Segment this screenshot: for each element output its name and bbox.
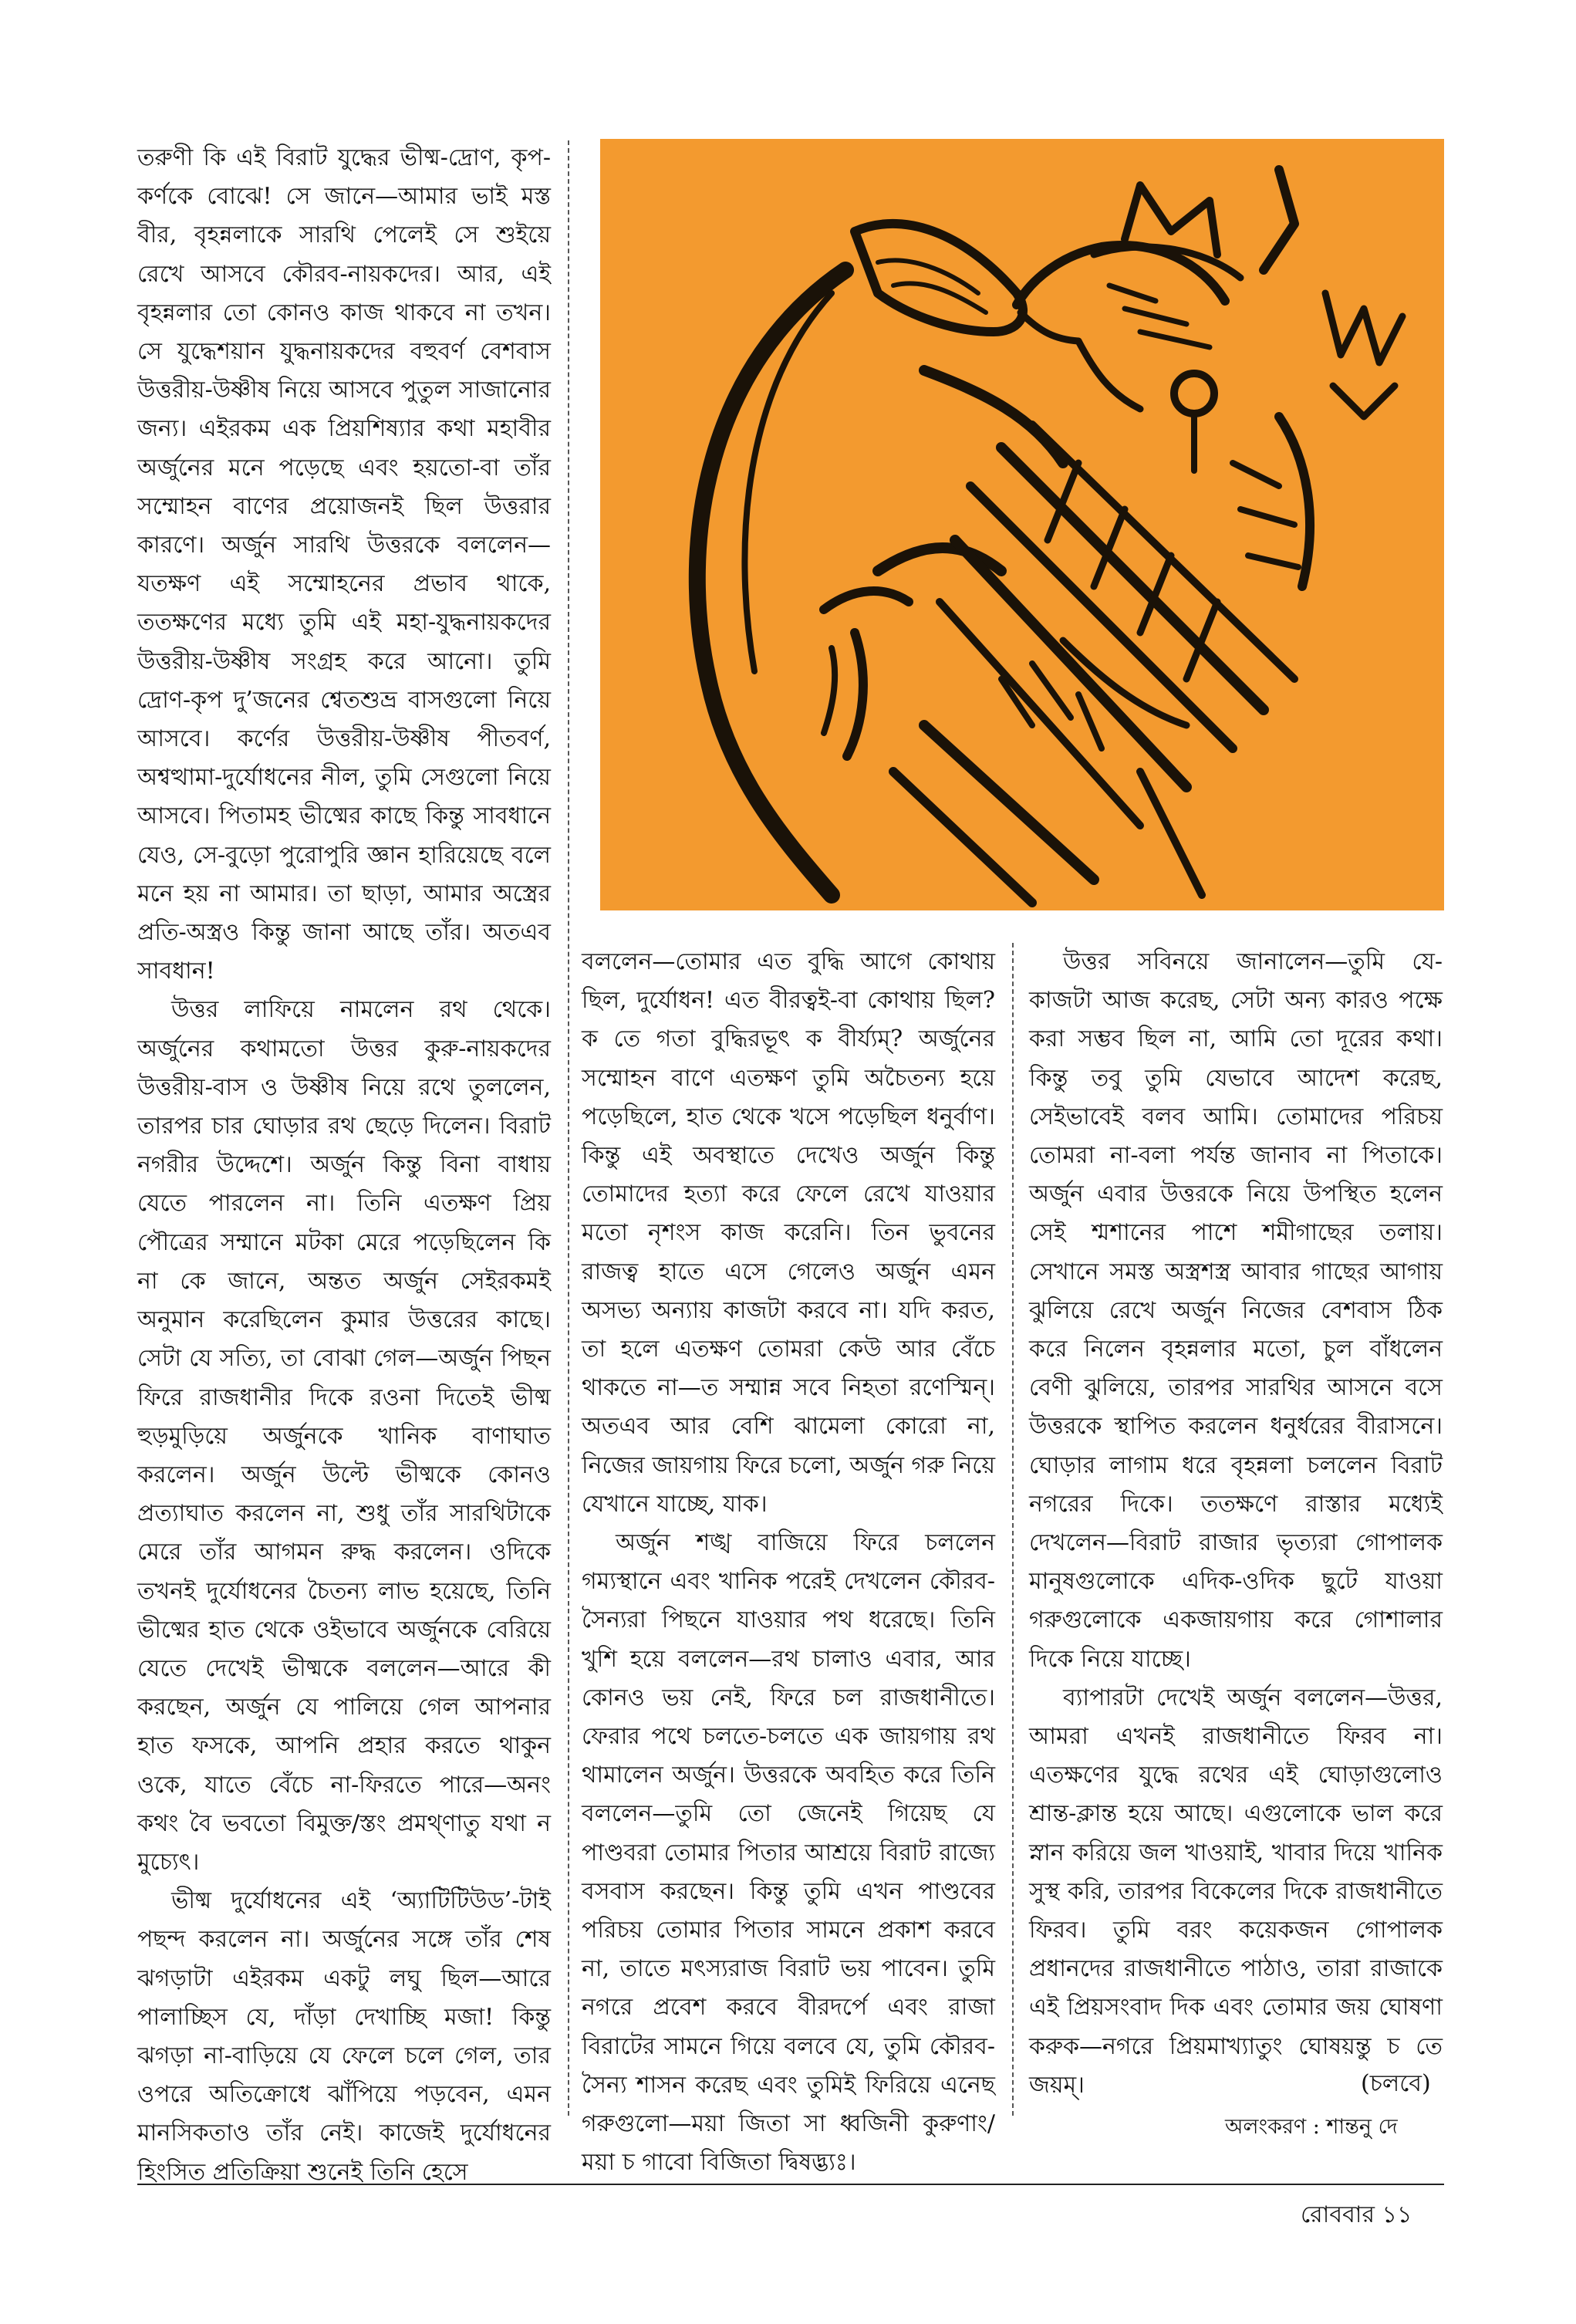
- paragraph: বললেন—তোমার এত বুদ্ধি আগে কোথায় ছিল, দুর্যোধন! এত বীরত্বই-বা কোথায় ছিল? ক তে গতা বুদ্ধিরভূৎ ক বীর্য্যম্? অর্জুনের সম্মোহন বাণে এতক্ষণ তুমি অচৈতন্য হয়ে পড়েছিলে, হাত থেকে খসে পড়েছিল ধনুর্বাণ। কিন্তু এই অবস্থাতে দেখেও অর্জুন কিন্তু তোমাদের হত্যা করে ফেলে রেখে যাওয়ার মতো নৃশংস কাজ করেনি। তিন ভুবনের রাজত্ব হাতে এসে গেলেও অর্জুন এমন অসভ্য অন্যায় কাজটা করবে না। যদি করত, তা হলে এতক্ষণ তোমরা কেউ আর বেঁচে থাকতে না—ত সম্মান্ন সবে নিহতা রণেস্মিন্। অতএব আর বেশি ঝামেলা কোরো না, নিজের জায়গায় ফিরে চলো, অর্জুন গরু নিয়ে যেখানে যাচ্ছে, যাক।: [582, 948, 995, 1518]
- column-2: [582, 943, 995, 2183]
- column-3: [1029, 943, 1443, 2105]
- paragraph: উত্তর লাফিয়ে নামলেন রথ থেকে। অর্জুনের কথামতো উত্তর কুরু-নায়কদের উত্তরীয়-বাস ও উষ্ণীষ নিয়ে রথে তুললেন, তারপর চার ঘোড়ার রথ ছেড়ে দিলেন। বিরাট নগরীর উদ্দেশে। অর্জুন কিন্তু বিনা বাধায় যেতে পারলেন না। তিনি এতক্ষণ প্রিয় পৌত্রের সম্মানে মটকা মেরে পড়েছিলেন কি না কে জানে, অন্তত অর্জুন সেইরকমই অনুমান করেছিলেন কুমার উত্তরের কাছে। সেটা যে সত্যি, তা বোঝা গেল—অর্জুন পিছন ফিরে রাজধানীর দিকে রওনা দিতেই ভীষ্ম হুড়মুড়িয়ে অর্জুনকে খানিক বাণাঘাত করলেন। অর্জুন উল্টে ভীষ্মকে কোনও প্রত্যাঘাত করলেন না, শুধু তাঁর সারথিটাকে মেরে তাঁর আগমন রুদ্ধ করলেন। ওদিকে তখনই দুর্যোধনের চৈতন্য লাভ হয়েছে, তিনি ভীষ্মের হাত থেকে ওইভাবে অর্জুনকে বেরিয়ে যেতে দেখেই ভীষ্মকে বললেন—আরে কী করছেন, অর্জুন যে পালিয়ে গেল আপনার হাত ফসকে, আপনি প্রহার করতে থাকুন ওকে, যাতে বেঁচে না-ফিরতে পারে—অনং কথং বৈ ভবতো বিমুক্ত/স্তং প্রমথ্ণাতু যথা ন মুচ্যেৎ।: [137, 996, 551, 1876]
- illustration-credit: অলংকরণ : শান্তনু দে: [1225, 2115, 1398, 2139]
- column-divider: [568, 140, 569, 2116]
- footer-rule: [137, 2184, 1444, 2185]
- illustration-arjuna-blowing-conch: [600, 139, 1444, 910]
- continued-label: (চলবে): [1361, 2070, 1431, 2097]
- paragraph: তরুণী কি এই বিরাট যুদ্ধের ভীষ্ম-দ্রোণ, কৃপ-কর্ণকে বোঝে! সে জানে—আমার ভাই মস্ত বীর, বৃহন্নলাকে সারথি পেলেই সে শুইয়ে রেখে আসবে কৌরব-নায়কদের। আর, এই বৃহন্নলার তো কোনও কাজ থাকবে না তখন। সে যুদ্ধেশয়ান যুদ্ধনায়কদের বহুবর্ণ বেশবাস উত্তরীয়-উষ্ণীষ নিয়ে আসবে পুতুল সাজানোর জন্য। এইরকম এক প্রিয়শিষ্যার কথা মহাবীর অর্জুনের মনে পড়েছে এবং হয়তো-বা তাঁর সম্মোহন বাণের প্রয়োজনই ছিল উত্তরার কারণে। অর্জুন সারথি উত্তরকে বললেন—যতক্ষণ এই সম্মোহনের প্রভাব থাকে, ততক্ষণের মধ্যে তুমি এই মহা-যুদ্ধনায়কদের উত্তরীয়-উষ্ণীষ সংগ্রহ করে আনো। তুমি দ্রোণ-কৃপ দু’জনের শ্বেতশুভ্র বাসগুলো নিয়ে আসবে। কর্ণের উত্তরীয়-উষ্ণীষ পীতবর্ণ, অশ্বত্থামা-দুর্যোধনের নীল, তুমি সেগুলো নিয়ে আসবে। পিতামহ ভীষ্মের কাছে কিন্তু সাবধানে যেও, সে-বুড়ো পুরোপুরি জ্ঞান হারিয়েছে বলে মনে হয় না আমার। তা ছাড়া, আমার অস্ত্রের প্রতি-অস্ত্রও কিন্তু জানা আছে তাঁর। অতএব সাবধান!: [137, 144, 551, 985]
- paragraph: ভীষ্ম দুর্যোধনের এই ‘অ্যাটিটিউড’-টাই পছন্দ করলেন না। অর্জুনের সঙ্গে তাঁর শেষ ঝগড়াটা এইরকম একটু লঘু ছিল—আরে পালাচ্ছিস যে, দাঁড়া দেখাচ্ছি মজা! কিন্তু ঝগড়া না-বাড়িয়ে যে ফেলে চলে গেল, তার ওপরে অতিক্রোধে ঝাঁপিয়ে পড়বেন, এমন মানসিকতাও তাঁর নেই। কাজেই দুর্যোধনের হিংসিত প্রতিক্রিয়া শুনেই তিনি হেসে: [137, 1887, 551, 2186]
- paragraph: ব্যাপারটা দেখেই অর্জুন বললেন—উত্তর, আমরা এখনই রাজধানীতে ফিরব না। এতক্ষণের যুদ্ধে রথের এই ঘোড়াগুলোও শ্রান্ত-ক্লান্ত হয়ে আছে। এগুলোকে ভাল করে স্নান করিয়ে জল খাওয়াই, খাবার দিয়ে খানিক সুস্থ করি, তারপর বিকেলের দিকে রাজধানীতে ফিরব। তুমি বরং কয়েকজন গোপালক প্রধানদের রাজধানীতে পাঠাও, তারা রাজাকে এই প্রিয়সংবাদ দিক এবং তোমার জয় ঘোষণা করুক—নগরে প্রিয়মাখ্যাতুং ঘোষয়ন্তু চ তে জয়ম্।: [1029, 1684, 1443, 2099]
- paragraph: উত্তর সবিনয়ে জানালেন—তুমি যে-কাজটা আজ করেছ, সেটা অন্য কারও পক্ষে করা সম্ভব ছিল না, আমি তো দূরের কথা। কিন্তু তবু তুমি যেভাবে আদেশ করেছ, সেইভাবেই বলব আমি। তোমাদের পরিচয় তোমরা না-বলা পর্যন্ত জানাব না পিতাকে। অর্জুন এবার উত্তরকে নিয়ে উপস্থিত হলেন সেই শ্মশানের পাশে শমীগাছের তলায়। সেখানে সমস্ত অস্ত্রশস্ত্র আবার গাছের আগায় ঝুলিয়ে রেখে অর্জুন নিজের বেশবাস ঠিক করে নিলেন বৃহন্নলার মতো, চুল বাঁধলেন বেণী ঝুলিয়ে, তারপর সারথির আসনে বসে উত্তরকে স্থাপিত করলেন ধনুর্ধরের বীরাসনে। ঘোড়ার লাগাম ধরে বৃহন্নলা চললেন বিরাট নগরের দিকে। ততক্ষণে রাস্তার মধ্যেই দেখলেন—বিরাট রাজার ভৃত্যরা গোপালক মানুষগুলোকে এদিক-ওদিক ছুটে যাওয়া গরুগুলোকে একজায়গায় করে গোশালার দিকে নিয়ে যাচ্ছে।: [1029, 948, 1443, 1673]
- illustration-drawing: [600, 139, 1444, 910]
- page-number: রোববার ১১: [1301, 2201, 1412, 2228]
- paragraph: অর্জুন শঙ্খ বাজিয়ে ফিরে চললেন গম্যস্থানে এবং খানিক পরেই দেখলেন কৌরব-সৈন্যরা পিছনে যাওয়ার পথ ধরেছে। তিনি খুশি হয়ে বললেন—রথ চালাও এবার, আর কোনও ভয় নেই, ফিরে চল রাজধানীতে। ফেরার পথে চলতে-চলতে এক জায়গায় রথ থামালেন অর্জুন। উত্তরকে অবহিত করে তিনি বললেন—তুমি তো জেনেই গিয়েছ যে পাণ্ডবরা তোমার পিতার আশ্রয়ে বিরাট রাজ্যে বসবাস করছেন। কিন্তু তুমি এখন পাণ্ডবের পরিচয় তোমার পিতার সামনে প্রকাশ করবে না, তাতে মৎস্যরাজ বিরাট ভয় পাবেন। তুমি নগরে প্রবেশ করবে বীরদর্পে এবং রাজা বিরাটের সামনে গিয়ে বলবে যে, তুমি কৌরব-সৈন্য শাসন করেছ এবং তুমিই ফিরিয়ে এনেছ গরুগুলো—ময়া জিতা সা ধ্বজিনী কুরুণাং/ময়া চ গাবো বিজিতা দ্বিষদ্ভ্যঃ।: [582, 1529, 995, 2177]
- column-divider: [1012, 943, 1014, 2116]
- column-1: [137, 139, 551, 2192]
